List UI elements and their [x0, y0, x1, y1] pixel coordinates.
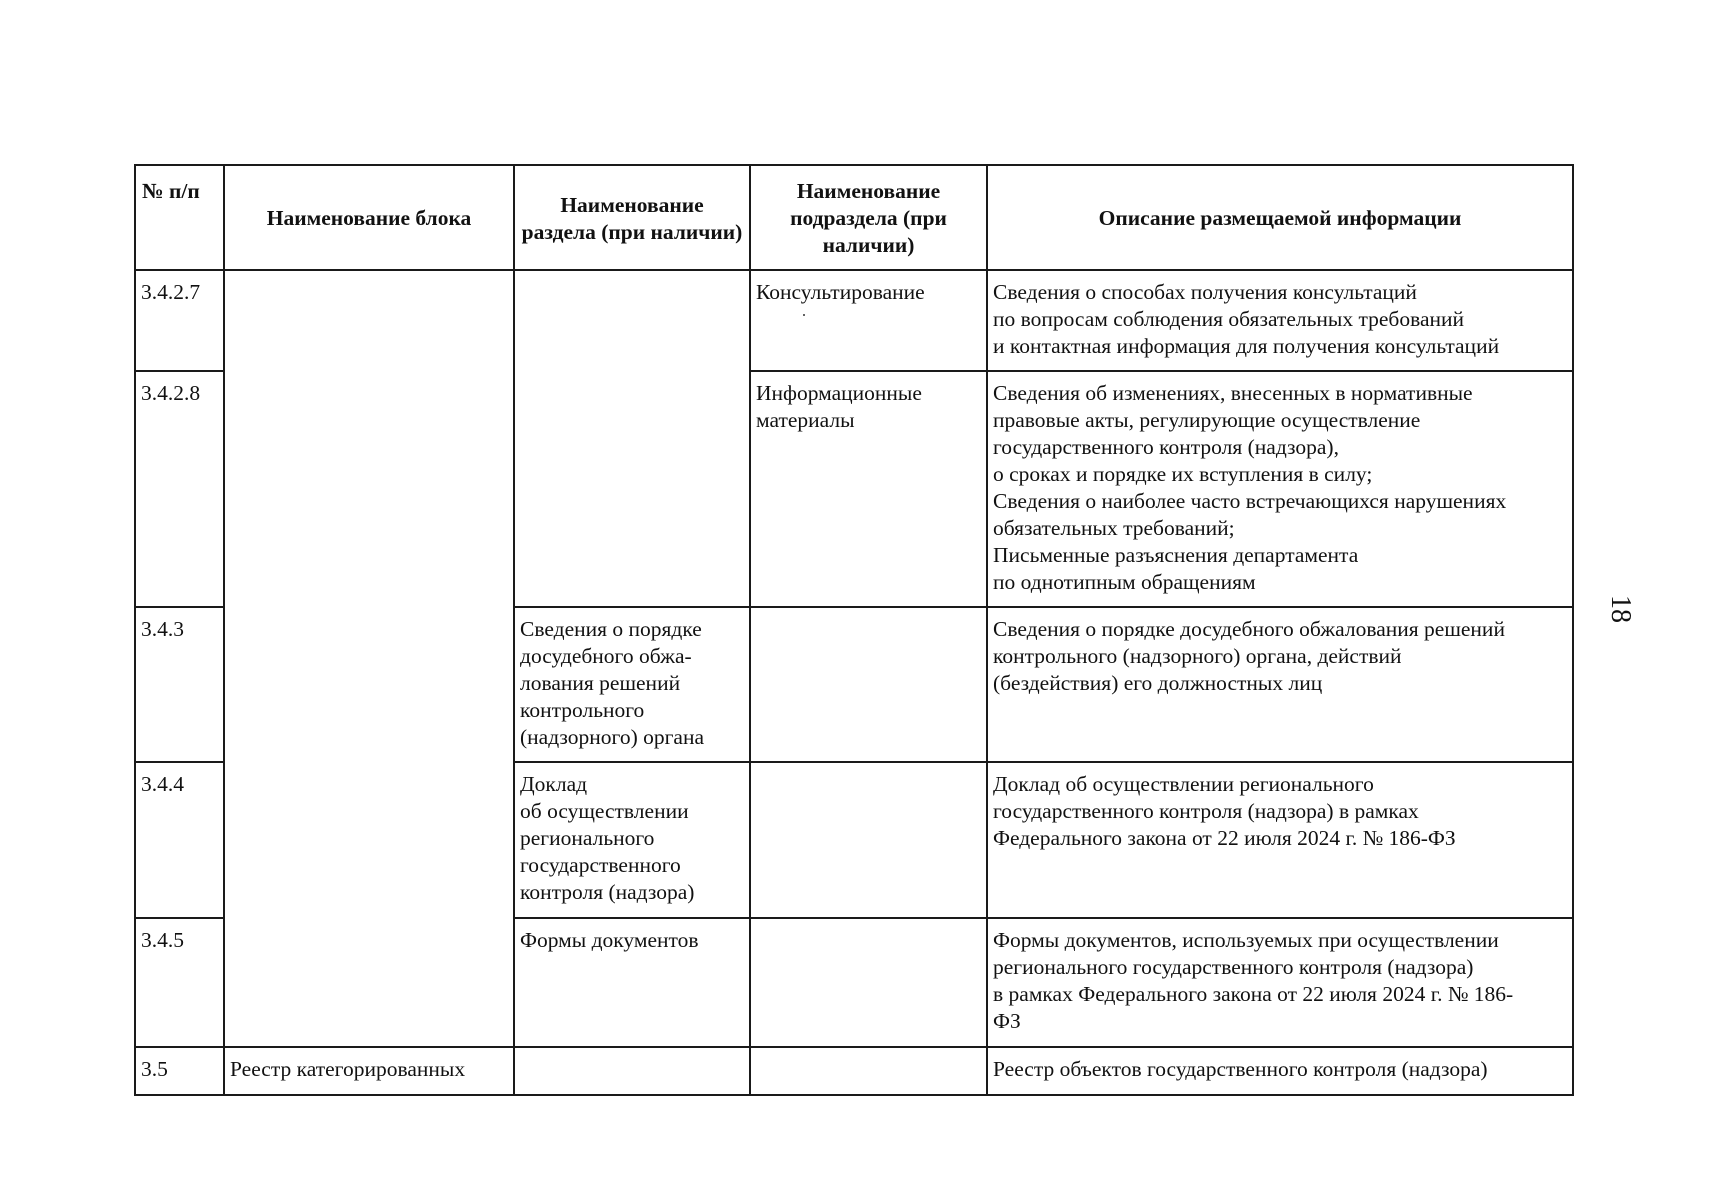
row-block-merged	[224, 270, 514, 1047]
row-num: 3.4.4	[135, 762, 224, 918]
row-description: Доклад об осуществлении регионального государственного контроля (надзора) в рамках Федерального закона от 22 июля 2024 г. № 186-ФЗ	[987, 762, 1573, 918]
header-block: Наименование блока	[224, 165, 514, 270]
table-row	[135, 270, 1573, 371]
table-row	[135, 1047, 1573, 1095]
header-description: Описание размещаемой информации	[987, 165, 1573, 270]
row-subsection	[750, 1047, 987, 1095]
row-subsection	[750, 762, 987, 918]
row-num: 3.5	[135, 1047, 224, 1095]
header-subsection: Наименование подраздела (при наличии)	[750, 165, 987, 270]
row-description: Формы документов, используемых при осуществлении регионального государственного контроля (надзора) в рамках Федерального закона от 22 июля 2024 г. № 186- ФЗ	[987, 918, 1573, 1047]
row-section: Формы документов	[514, 918, 750, 1047]
row-description: Сведения о порядке досудебного обжалования решений контрольного (надзорного) органа, действий (бездействия) его должностных лиц	[987, 607, 1573, 762]
header-num: № п/п	[135, 165, 224, 270]
row-block: Реестр категорированных	[224, 1047, 514, 1095]
page-number: 18	[1605, 595, 1636, 623]
row-subsection	[750, 918, 987, 1047]
row-subsection	[750, 607, 987, 762]
row-subsection: Информационные материалы	[750, 371, 987, 607]
row-section: Сведения о порядке досудебного обжа- лования решений контрольного (надзорного) органа	[514, 607, 750, 762]
row-section	[514, 1047, 750, 1095]
row-section-merged	[514, 270, 750, 607]
row-num: 3.4.2.7	[135, 270, 224, 371]
row-subsection: Консультирование	[750, 270, 987, 371]
row-section: Доклад об осуществлении регионального государственного контроля (надзора)	[514, 762, 750, 918]
header-section: Наименование раздела (при наличии)	[514, 165, 750, 270]
row-num: 3.4.5	[135, 918, 224, 1047]
stray-dot-mark	[803, 314, 805, 316]
table-header-row	[135, 165, 1573, 270]
row-num: 3.4.3	[135, 607, 224, 762]
row-description: Сведения об изменениях, внесенных в нормативные правовые акты, регулирующие осуществление государственного контроля (надзора), о сроках и порядке их вступления в силу; Сведения о наиболее часто встречающихся нарушениях обязательных требований; Письменные разъяснения департамента по однотипным обращениям	[987, 371, 1573, 607]
info-table	[134, 164, 1574, 1096]
row-num: 3.4.2.8	[135, 371, 224, 607]
row-description: Реестр объектов государственного контроля (надзора)	[987, 1047, 1573, 1095]
row-description: Сведения о способах получения консультаций по вопросам соблюдения обязательных требований и контактная информация для получения консультаций	[987, 270, 1573, 371]
